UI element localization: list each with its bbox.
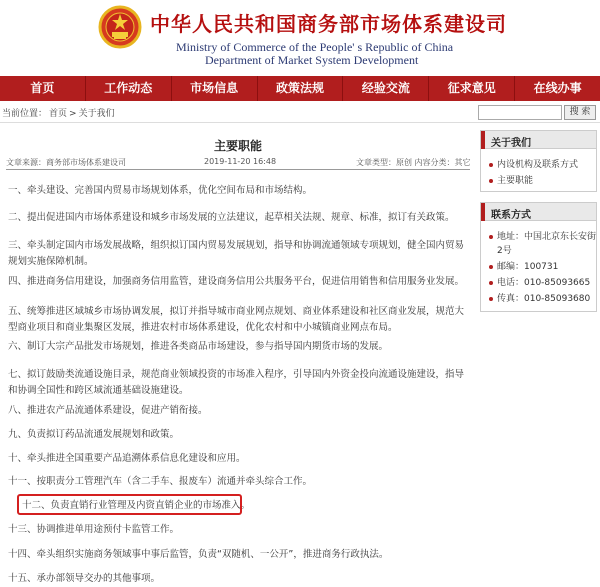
- contact-phone-text: 电话：010-85093665: [497, 278, 591, 288]
- sidebar-link-label: 内设机构及联系方式: [497, 160, 579, 170]
- article-paragraph: 四、推进商务信用建设，加强商务信用监管，建设商务信用公共服务平台，促进信用销售和信用服务业发展。: [8, 276, 465, 287]
- sidebar-about-box: [480, 130, 597, 192]
- contact-address-cont: 2号: [497, 246, 512, 256]
- breadcrumb-current[interactable]: 关于我们: [78, 109, 115, 119]
- header-accent-mark: [481, 203, 485, 221]
- nav-item-policies[interactable]: 政策法规: [258, 76, 344, 101]
- article-title: 主要职能: [213, 139, 262, 153]
- nav-item-online-service[interactable]: 在线办事: [533, 81, 582, 95]
- article-paragraph: 十四、牵头组织实施商务领域事中事后监管，负责“双随机、一公开”，推进商务行政执法。: [8, 549, 389, 560]
- sidebar-about-heading: 关于我们: [491, 138, 531, 149]
- sidebar-contact-box: [480, 202, 597, 312]
- article-paragraph: 十五、承办部领导交办的其他事项。: [8, 573, 161, 584]
- sidebar-link-departments[interactable]: [489, 157, 578, 170]
- site-header: [0, 0, 600, 76]
- article-paragraph: 十一、按职责分工管理汽车（含二手车、报废车）流通并牵头综合工作。: [8, 476, 313, 487]
- article-paragraph: 一、牵头建设、完善国内贸易市场规划体系，优化空间布局和市场结构。: [8, 185, 313, 196]
- article-paragraph: 三、牵头制定国内市场发展战略，组织拟订国内贸易发展规划，指导和协调流通领域专项规划，健全国内贸易规划实施保障机制。: [8, 240, 465, 267]
- search-input[interactable]: [478, 105, 562, 120]
- highlight-annotation-box: [17, 494, 242, 515]
- contact-address: [489, 229, 596, 242]
- article-date: 2019-11-20 16:48: [204, 157, 277, 166]
- contact-postcode: [489, 259, 558, 272]
- header-accent-mark: [481, 131, 485, 149]
- breadcrumb-separator: >: [69, 109, 77, 119]
- article: [0, 124, 476, 587]
- breadcrumb-bar: [0, 101, 600, 123]
- sidebar-link-functions[interactable]: [489, 173, 533, 186]
- contact-postcode-text: 邮编：100731: [497, 262, 559, 272]
- meta-divider: [6, 169, 470, 170]
- contact-fax-text: 传真：010-85093680: [497, 294, 591, 304]
- sidebar-about-header: [481, 131, 596, 149]
- breadcrumb-home-link[interactable]: 首页: [49, 109, 68, 119]
- nav-item-home[interactable]: 首页: [0, 76, 86, 101]
- sidebar-contact-heading: 联系方式: [491, 210, 531, 221]
- article-source: 文章来源：商务部市场体系建设司: [6, 158, 126, 167]
- bullet-icon: [489, 265, 493, 269]
- sidebar-link-label: 主要职能: [497, 176, 534, 186]
- article-type-category: 文章类型：原创 内容分类：其它: [356, 158, 471, 167]
- site-title-en-line2: Department of Market System Development: [205, 53, 419, 67]
- article-paragraph: 十、牵头推进全国重要产品追溯体系信息化建设和应用。: [8, 453, 246, 464]
- bullet-icon: [489, 297, 493, 301]
- breadcrumb: [2, 106, 117, 119]
- site-title-en-line1: Ministry of Commerce of the People' s Republic of China: [176, 40, 454, 54]
- breadcrumb-prefix: 当前位置：: [2, 109, 48, 119]
- article-paragraph-highlighted: 十二、负责直销行业管理及内资直销企业的市场准入。: [22, 500, 251, 511]
- bullet-icon: [489, 281, 493, 285]
- article-paragraph: 七、拟订鼓励类流通设施目录，规范商业领域投资的市场准入程序，引导国内外资金投向流通设施建设，指导和协调全国性和跨区域流通基础设施建设。: [8, 369, 465, 396]
- bullet-icon: [489, 163, 493, 167]
- bullet-icon: [489, 179, 493, 183]
- contact-fax: [489, 291, 590, 304]
- search-button[interactable]: 搜 索: [564, 105, 596, 120]
- article-paragraph: 六、制订大宗产品批发市场规划，推进各类商品市场建设，参与指导国内期货市场的发展。: [8, 341, 389, 352]
- contact-phone: [489, 275, 590, 288]
- contact-address-text: 地址：中国北京东长安街: [497, 232, 597, 242]
- nav-item-feedback[interactable]: 征求意见: [429, 76, 515, 101]
- article-paragraph: 五、统筹推进区域城乡市场协调发展，拟订并指导城市商业网点规划、商业体系建设和社区商业发展，规范大型商业项目和商业集聚区发展，推进农村市场体系建设，优化农村和中小城镇商业网点布局。: [8, 306, 465, 333]
- sidebar-contact-header: [481, 203, 596, 221]
- article-paragraph: 九、负责拟订药品流通发展规划和政策。: [8, 429, 180, 440]
- nav-item-work-news[interactable]: 工作动态: [86, 76, 172, 101]
- article-paragraph: 八、推进农产品流通体系建设，促进产销衔接。: [8, 405, 208, 416]
- main-nav: [0, 76, 600, 101]
- site-title: 中华人民共和国商务部市场体系建设司: [150, 12, 507, 36]
- national-emblem-icon: [98, 5, 142, 49]
- nav-item-market-info[interactable]: 市场信息: [172, 76, 258, 101]
- bullet-icon: [489, 235, 493, 239]
- nav-item-experience[interactable]: 经验交流: [343, 76, 429, 101]
- article-paragraph: 十三、协调推进单用途预付卡监管工作。: [8, 524, 180, 535]
- article-paragraph: 二、提出促进国内市场体系建设和城乡市场发展的立法建议，起草相关法规、规章、标准，拟订有关政策。: [8, 212, 455, 223]
